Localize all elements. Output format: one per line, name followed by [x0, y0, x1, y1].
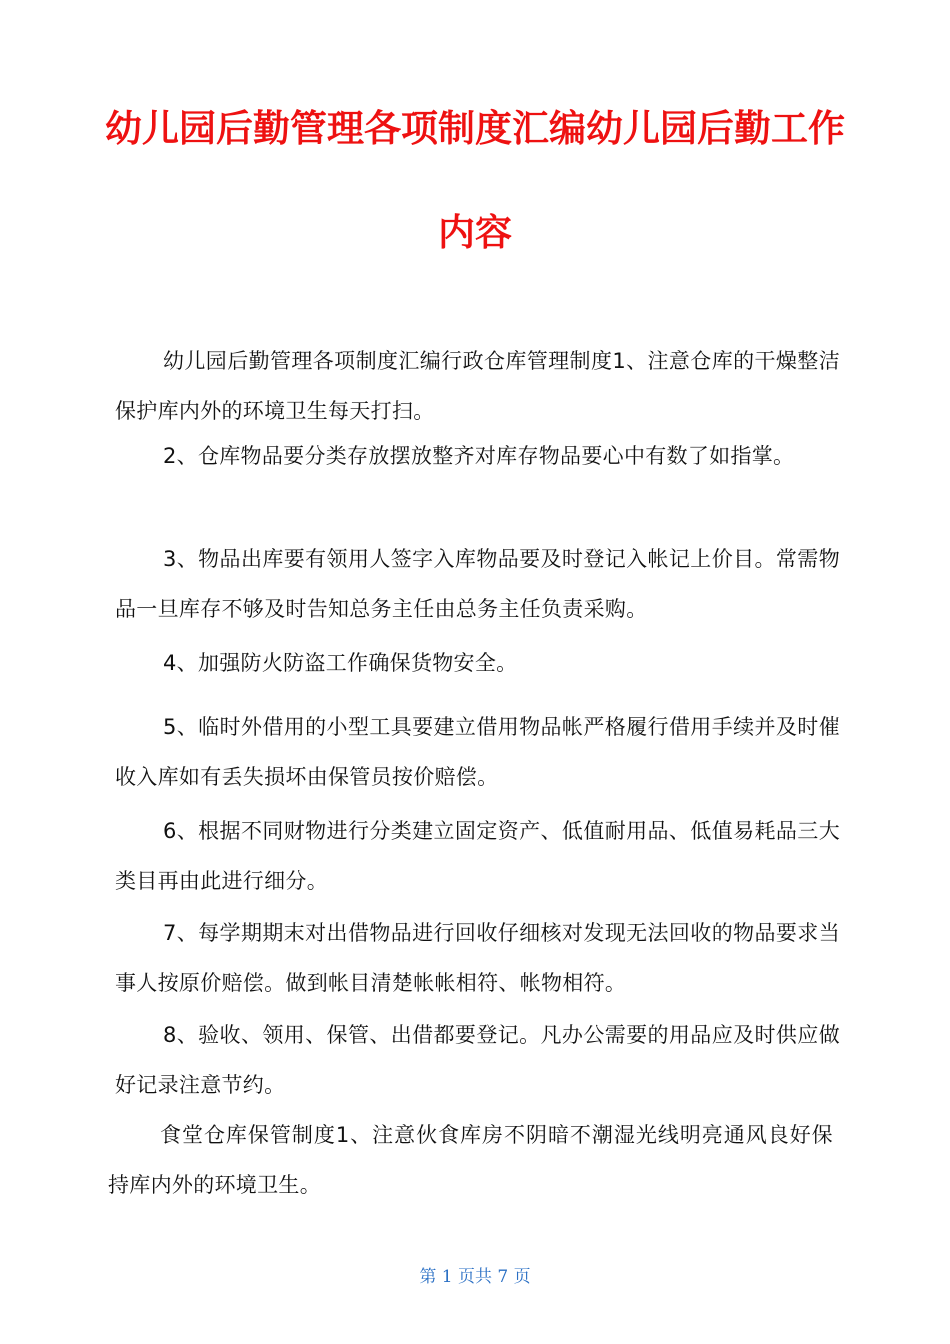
- paragraph-3: 3、物品出库要有领用人签字入库物品要及时登记入帐记上价目。常需物品一旦库存不够及时告知总务主任由总务主任负责采购。: [115, 547, 840, 621]
- document-title: 幼儿园后勤管理各项制度汇编幼儿园后勤工作: [105, 107, 845, 150]
- document-title-continued: 内容: [438, 211, 512, 254]
- paragraph-4: 4、加强防火防盗工作确保货物安全。: [163, 651, 518, 675]
- page-number-footer: 第 1 页共 7 页: [419, 1267, 531, 1287]
- paragraph-1: 幼儿园后勤管理各项制度汇编行政仓库管理制度1、注意仓库的干燥整洁保护库内外的环境卫生每天打扫。: [115, 349, 840, 423]
- paragraph-9: 食堂仓库保管制度1、注意伙食库房不阴暗不潮湿光线明亮通风良好保持库内外的环境卫生。: [108, 1123, 833, 1197]
- paragraph-8: 8、验收、领用、保管、出借都要登记。凡办公需要的用品应及时供应做好记录注意节约。: [115, 1023, 840, 1097]
- paragraph-2: 2、仓库物品要分类存放摆放整齐对库存物品要心中有数了如指掌。: [163, 444, 795, 468]
- paragraph-5: 5、临时外借用的小型工具要建立借用物品帐严格履行借用手续并及时催收入库如有丢失损坏由保管员按价赔偿。: [115, 715, 840, 789]
- paragraph-7: 7、每学期期末对出借物品进行回收仔细核对发现无法回收的物品要求当事人按原价赔偿。做到帐目清楚帐帐相符、帐物相符。: [115, 921, 840, 995]
- paragraph-6: 6、根据不同财物进行分类建立固定资产、低值耐用品、低值易耗品三大类目再由此进行细分。: [115, 819, 840, 893]
